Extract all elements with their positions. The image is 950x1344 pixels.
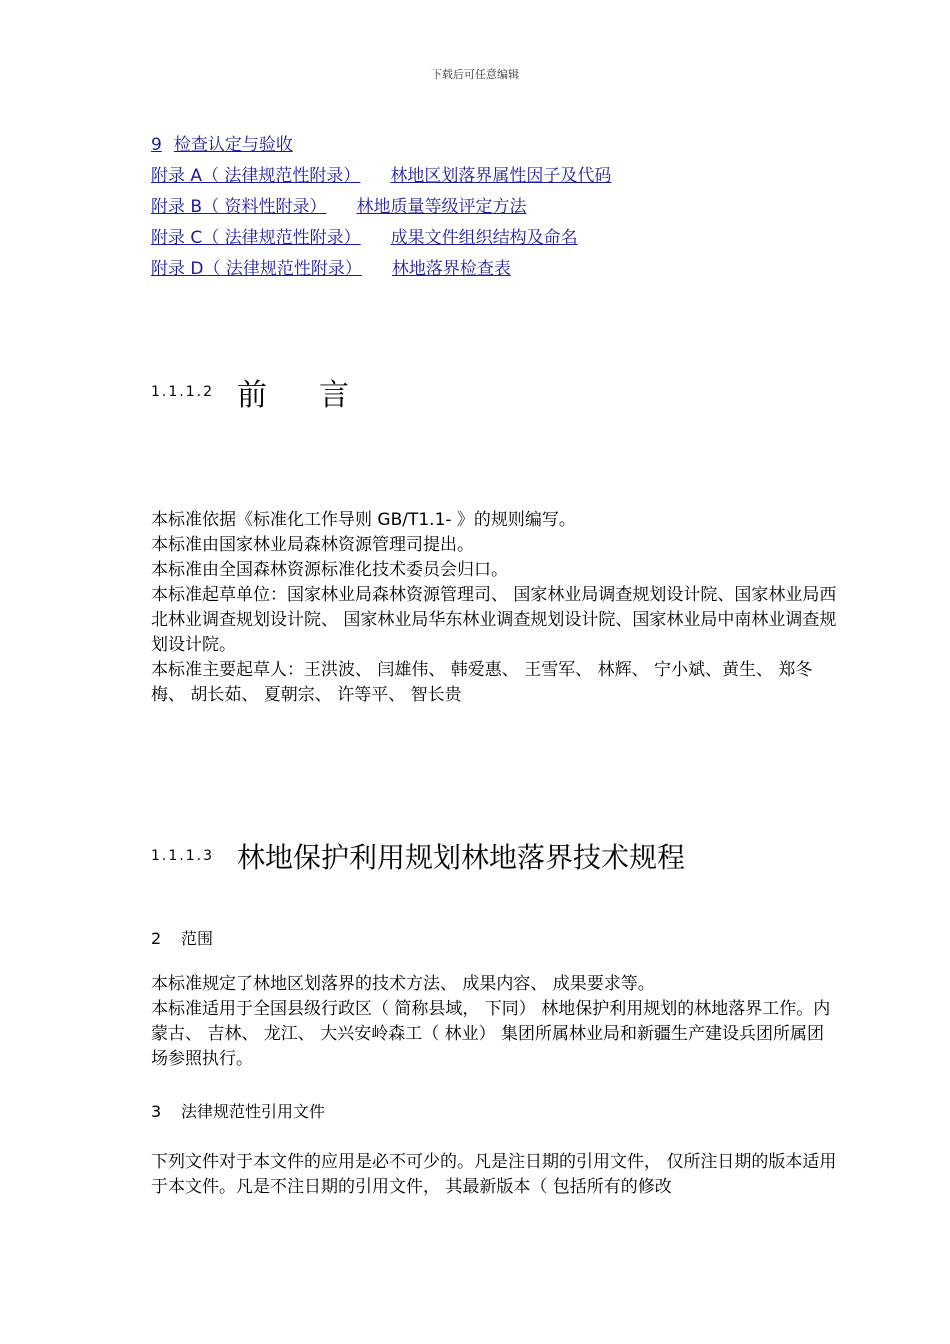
foreword-body (151, 508, 841, 708)
foreword-heading (151, 370, 401, 414)
toc-link-appendix-c[interactable] (151, 223, 831, 254)
paragraph: 本标准由国家林业局森林资源管理司提出。 (151, 535, 474, 555)
toc-link-appendix-b[interactable] (151, 192, 831, 223)
section-title: 范围 (181, 929, 214, 948)
heading-title: 前言 (237, 378, 401, 413)
toc-title: 林地区划落界属性因子及代码 (390, 166, 612, 186)
section-number: 2 (151, 929, 162, 948)
section-heading-references (151, 1099, 325, 1122)
toc-title: 林地落界检查表 (391, 259, 511, 279)
paragraph: 本标准由全国森林资源标准化技术委员会归口。 (151, 560, 508, 580)
toc-link-appendix-d[interactable] (151, 254, 831, 285)
scope-body (151, 972, 841, 1072)
page-header-note: 下载后可任意编辑 (431, 68, 519, 81)
paragraph: 本标准起草单位：国家林业局森林资源管理司、 国家林业局调查规划设计院、国家林业局西北林业调查规划设计院、 国家林业局华东林业调查规划设计院、国家林业局中南林业调查规划设计院。 (151, 585, 837, 655)
toc-link-section-9[interactable] (151, 130, 831, 161)
references-body (151, 1150, 841, 1200)
section-heading-scope (151, 926, 213, 949)
heading-number: 1.1.1.3 (151, 848, 214, 864)
section-title: 法律规范性引用文件 (181, 1102, 326, 1121)
toc-prefix: 附录 B（ 资料性附录） (151, 197, 327, 217)
table-of-contents (151, 130, 831, 285)
paragraph: 本标准主要起草人：王洪波、 闫雄伟、 韩爱惠、 王雪军、 林辉、 宁小斌、黄生、 郑冬梅、 胡长茹、 夏朝宗、 许等平、 智长贵 (151, 660, 813, 705)
paragraph: 本标准规定了林地区划落界的技术方法、 成果内容、 成果要求等。 (151, 974, 655, 994)
paragraph: 本标准依据《标准化工作导则 GB/T1.1- 》的规则编写。 (151, 510, 576, 530)
document-title-heading (151, 836, 685, 876)
toc-prefix: 附录 A（ 法律规范性附录） (151, 166, 361, 186)
toc-prefix: 附录 C（ 法律规范性附录） (151, 228, 361, 248)
toc-link-appendix-a[interactable] (151, 161, 831, 192)
heading-title: 林地保护利用规划林地落界技术规程 (237, 841, 686, 874)
heading-number: 1.1.1.2 (151, 384, 214, 400)
toc-prefix: 附录 D（ 法律规范性附录） (151, 259, 362, 279)
toc-prefix: 9 (151, 135, 162, 155)
toc-title: 检查认定与验收 (173, 135, 293, 155)
paragraph: 下列文件对于本文件的应用是必不可少的。凡是注日期的引用文件， 仅所注日期的版本适用于本文件。凡是不注日期的引用文件， 其最新版本（ 包括所有的修改 (151, 1152, 837, 1197)
toc-title: 林地质量等级评定方法 (356, 197, 527, 217)
paragraph: 本标准适用于全国县级行政区（ 简称县域， 下同） 林地保护利用规划的林地落界工作。内蒙古、 吉林、 龙江、 大兴安岭森工（ 林业） 集团所属林业局和新疆生产建设兵团所属团场参照执行。 (151, 999, 831, 1069)
section-number: 3 (151, 1102, 162, 1121)
toc-title: 成果文件组织结构及命名 (390, 228, 578, 248)
